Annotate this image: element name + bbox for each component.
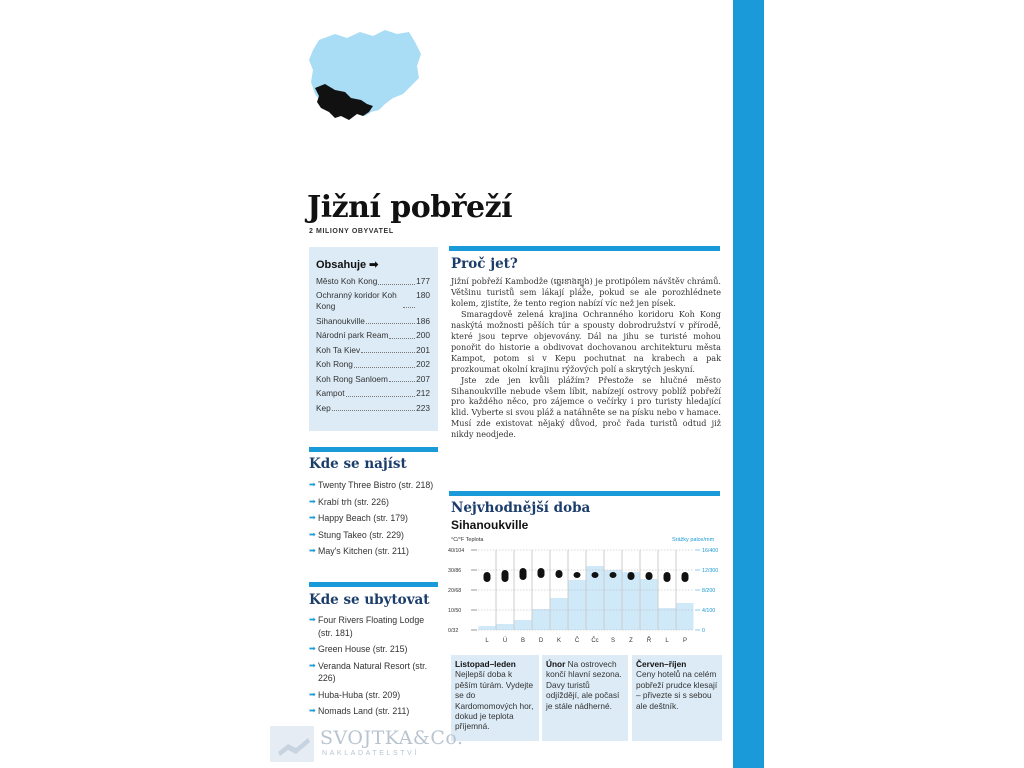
info-box-title: Únor: [546, 659, 566, 669]
info-box-text: Na ostrovech končí hlavní sezona. Davy turistů odjíždějí, ale počasí je stále nádherné.: [546, 659, 622, 711]
month-label: L: [665, 638, 669, 644]
temperature-range: [538, 568, 545, 578]
page-title: Jižní pobřeží: [307, 190, 513, 225]
toc-item[interactable]: Sihanoukville 186: [316, 315, 430, 326]
info-box: [632, 655, 722, 741]
temperature-range: [610, 572, 617, 578]
month-label: D: [538, 638, 544, 644]
eat-list: [309, 479, 441, 562]
cambodia-map: [305, 28, 425, 128]
temperature-range: [484, 572, 491, 582]
stay-title: Kde se ubytovat: [309, 592, 430, 608]
temperature-range: [592, 572, 599, 578]
arrow-icon: ➡: [309, 706, 316, 715]
month-label: K: [556, 638, 562, 644]
right-tick-label: 12/300: [702, 568, 719, 574]
why-paragraph: Smaragdově zelená krajina Ochranného koridoru Koh Kong naskýtá možnosti pěších túr a spousty dobrodružství v přírodě, které jsou teprve objevovány. Dál na jihu se turisté mohou ponořit do historie a obdivovat dochovanou architekturu města Kampot, potom si v Kepu pochutnat na krabech a pak prozkoumat okolní krajinu rýžových polí a skrytých jeskyní.: [451, 308, 721, 374]
info-box: [451, 655, 539, 741]
stay-bar: [309, 582, 438, 587]
arrow-icon: ➡: [309, 480, 316, 489]
chart-place: Sihanoukville: [451, 518, 529, 532]
list-item[interactable]: ➡ Huba-Huba (str. 209): [309, 689, 401, 700]
arrow-icon: ➡: [309, 546, 316, 555]
month-label: Z: [629, 638, 633, 644]
month-label: Č: [574, 638, 580, 644]
right-tick-label: 8/200: [702, 588, 716, 594]
rainfall-bar: [479, 626, 496, 630]
temperature-range: [502, 570, 509, 582]
toc-item[interactable]: Město Koh Kong 177: [316, 276, 430, 286]
toc-item[interactable]: Ochranný koridor Koh Kong 180: [316, 289, 430, 311]
eat-bar: [309, 447, 438, 452]
best-time-bar: [449, 491, 720, 496]
month-label: S: [610, 638, 616, 644]
toc-item[interactable]: Kampot 212: [316, 388, 430, 398]
arrow-icon: ➡: [309, 496, 316, 506]
rainfall-bar: [659, 608, 676, 630]
list-item[interactable]: ➡ Krabí trh (str. 226): [309, 496, 389, 507]
month-label: B: [520, 638, 526, 644]
rainfall-bar: [515, 620, 532, 630]
why-text: [451, 276, 721, 440]
month-label: Ř: [646, 638, 652, 644]
contents-heading: Obsahuje ➡: [316, 259, 379, 271]
toc-item[interactable]: Koh Rong 202: [316, 359, 430, 369]
temperature-range: [664, 572, 671, 582]
blue-edge-band: [733, 0, 764, 768]
temperature-range: [574, 572, 581, 578]
why-bar: [449, 246, 720, 251]
climate-chart: [448, 544, 724, 646]
arrow-icon: ➡: [309, 660, 316, 670]
rainfall-bar: [641, 579, 658, 630]
arrow-icon: ➡: [309, 529, 316, 539]
rainfall-bar: [551, 598, 568, 630]
right-tick-label: 0: [702, 628, 705, 634]
month-label: Čc: [591, 638, 599, 644]
toc-item[interactable]: Kep 223: [316, 402, 430, 413]
temperature-range: [520, 568, 527, 580]
list-item[interactable]: ➡ Happy Beach (str. 179): [309, 513, 408, 523]
list-item[interactable]: ➡ Green House (str. 215): [309, 644, 408, 654]
rainfall-bar: [677, 603, 694, 630]
toc-item[interactable]: Národní park Ream 200: [316, 330, 430, 340]
list-item[interactable]: ➡ Stung Takeo (str. 229): [309, 529, 404, 540]
list-item[interactable]: ➡ Four Rivers Floating Lodge (str. 181): [309, 615, 425, 638]
why-paragraph: Jižní pobřeží Kambodže (ឆ្នេរខាងត្បូង) je protipólem návštěv chrámů. Většinu turistů sem lákají pláže, pokud se ale porozhlédnete kolem, zjistíte, že tento region nabízí víc než jen písek.: [451, 276, 721, 308]
list-item[interactable]: ➡ Veranda Natural Resort (str. 226): [309, 660, 428, 683]
eat-title: Kde se najíst: [309, 456, 407, 472]
chart-left-header: °C/°F Teplota: [451, 537, 484, 543]
temperature-range: [628, 572, 635, 580]
info-box-text: Nejlepší doba k pěším túrám. Vydejte se do Kardomomových hor, dokud je teplota příjemná.: [455, 669, 534, 732]
info-box: [542, 655, 628, 741]
stay-list: [309, 614, 441, 722]
toc-item[interactable]: Koh Ta Kiev 201: [316, 344, 430, 355]
left-tick-label: 0/32: [448, 628, 459, 634]
toc-item[interactable]: Koh Rong Sanloem 207: [316, 373, 430, 384]
arrow-icon: ➡: [309, 644, 316, 653]
temperature-range: [682, 572, 689, 582]
left-tick-label: 30/86: [448, 568, 462, 574]
right-tick-label: 16/400: [702, 548, 719, 554]
watermark-name: SVOJTKA&Co.: [320, 727, 464, 749]
arrow-icon: ➡: [309, 615, 316, 624]
temperature-range: [556, 570, 563, 578]
arrow-icon: ➡: [309, 513, 316, 522]
why-title: Proč jet?: [451, 256, 518, 272]
right-tick-label: 4/100: [702, 608, 716, 614]
rainfall-bar: [569, 580, 586, 630]
info-box-title: Červen–říjen: [636, 659, 687, 669]
list-item[interactable]: ➡ Nomads Land (str. 211): [309, 706, 410, 716]
month-label: Ú: [502, 638, 508, 644]
rainfall-bar: [533, 609, 550, 630]
left-tick-label: 20/68: [448, 588, 462, 594]
left-tick-label: 40/104: [448, 548, 465, 554]
watermark-sub: NAKLADATELSTVÍ: [322, 750, 419, 757]
info-box-text: Ceny hotelů na celém pobřeží prudce klesají – přivezte si s sebou ale deštník.: [636, 669, 718, 711]
list-item[interactable]: ➡ Twenty Three Bistro (str. 218): [309, 480, 434, 490]
best-time-title: Nejvhodnější doba: [451, 500, 591, 516]
rainfall-bar: [497, 624, 514, 630]
why-paragraph: Jste zde jen kvůli plážím? Přestože se hlučné město Sihanoukville nebude všem líbit, nabízejí ostrovy poblíž pobřeží pro každého něco, pro zájemce o večírky i pro turisty hledající klid. Vyberte si svou pláž a natáhněte se na písku nebo v hamace. Musí zde existovat nějaký důvod, proč řada turistů odtud již nikdy neodjede.: [451, 374, 721, 440]
info-box-title: Listopad–leden: [455, 659, 516, 669]
chart-right-header: Srážky palce/mm: [672, 537, 715, 543]
month-label: P: [682, 638, 688, 644]
list-item[interactable]: ➡ May's Kitchen (str. 211): [309, 546, 409, 556]
page-subtitle: 2 MILIONY OBYVATEL: [309, 228, 394, 235]
rainfall-bar: [605, 570, 622, 630]
temperature-range: [646, 572, 653, 580]
month-label: L: [485, 638, 489, 644]
contents-box: [309, 247, 438, 431]
arrow-icon: ➡: [309, 689, 316, 699]
rainfall-bar: [623, 572, 640, 630]
left-tick-label: 10/50: [448, 608, 462, 614]
